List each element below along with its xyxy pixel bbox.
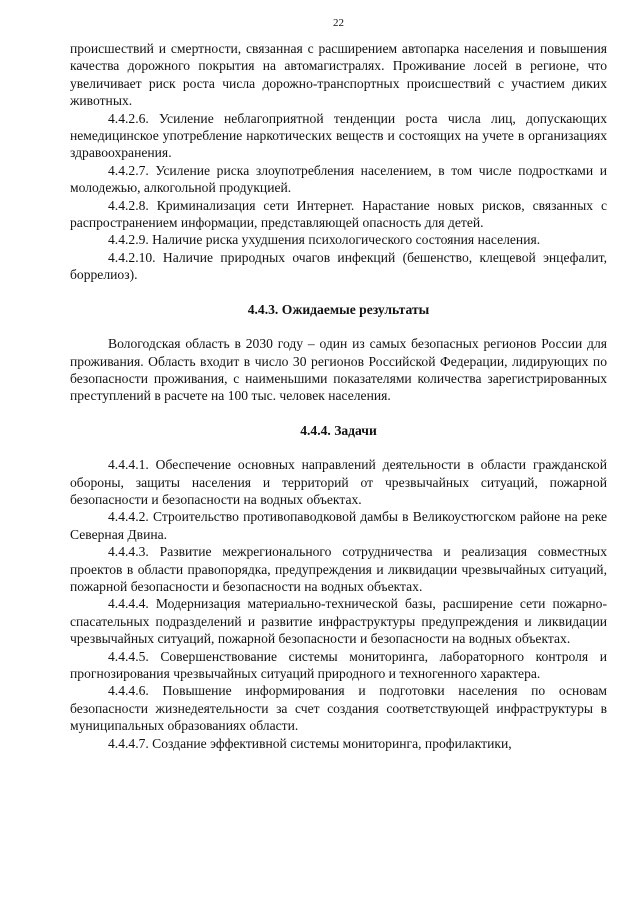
paragraph-4-4-2-9: 4.4.2.9. Наличие риска ухудшения психологического состояния населения. — [108, 232, 541, 248]
heading-expected-results: 4.4.3. Ожидаемые результаты — [247, 301, 430, 317]
section-risks-continued — [70, 40, 607, 284]
heading-tasks: 4.4.4. Задачи — [300, 422, 377, 438]
paragraph-4-4-4-5: 4.4.4.5. Совершенствование системы мониторинга, лабораторного контроля и прогнозирования чрезвычайных ситуаций природного и техногенного характера. — [70, 648, 607, 681]
paragraph-4-4-2-8: 4.4.2.8. Криминализация сети Интернет. Нарастание новых рисков, связанных с распространением информации, представляющей опасность для детей. — [70, 197, 607, 231]
paragraph-4-4-4-3: 4.4.4.3. Развитие межрегионального сотрудничества и реализация совместных проектов в области правопорядка, предупреждения и ликвидации чрезвычайных ситуаций, пожарной безопасности и безопасности на водных объектах. — [70, 544, 607, 594]
section-expected-results — [70, 335, 607, 405]
paragraph: происшествий и смертности, связанная с расширением автопарка населения и повышения качества дорожного покрытия на автомагистралях. Проживание лосей в регионе, что увеличивает риск роста числа дорожно-транспортных происшествий с участием диких животных. — [70, 41, 607, 109]
paragraph-4-4-4-4: 4.4.4.4. Модернизация материально-технической базы, расширение сети пожарно-спасательных подразделений и развитие инфраструктуры предупреждения и ликвидации чрезвычайных ситуаций, пожарной безопасности и безопасности на водных объектах. — [70, 596, 607, 647]
section-tasks — [70, 456, 607, 752]
paragraph-4-4-4-6: 4.4.4.6. Повышение информирования и подготовки населения по основам безопасности жизнедеятельности за счет создания соответствующей инфраструктуры в муниципальных образованиях области. — [70, 683, 607, 734]
paragraph-4-4-4-7: 4.4.4.7. Создание эффективной системы мониторинга, профилактики, — [108, 735, 512, 751]
paragraph-4-4-4-2: 4.4.4.2. Строительство противопаводковой дамбы в Великоустюгском районе на реке Северная Двина. — [70, 509, 607, 542]
paragraph-4-4-2-7: 4.4.2.7. Усиление риска злоупотребления населением, в том числе подростками и молодежью, алкогольной продукцией. — [70, 162, 607, 196]
paragraph-4-4-4-1: 4.4.4.1. Обеспечение основных направлений деятельности в области гражданской обороны, защиты населения и территорий от чрезвычайных ситуаций, пожарной безопасности и безопасности на водных объектах. — [70, 457, 607, 507]
paragraph-results: Вологодская область в 2030 году – один из самых безопасных регионов России для проживания. Область входит в число 30 регионов Российской Федерации, лидирующих по безопасности проживания, с наименьшими показателями количества зарегистрированных преступлений в расчете на 100 тыс. человек населения. — [70, 336, 607, 404]
paragraph-4-4-2-6: 4.4.2.6. Усиление неблагоприятной тенденции роста числа лиц, допускающих немедицинское употребление наркотических веществ и состоящих на учете в организациях здравоохранения. — [70, 110, 607, 161]
paragraph-4-4-2-10: 4.4.2.10. Наличие природных очагов инфекций (бешенство, клещевой энцефалит, боррелиоз). — [70, 249, 607, 283]
page-number: 22 — [333, 17, 344, 29]
